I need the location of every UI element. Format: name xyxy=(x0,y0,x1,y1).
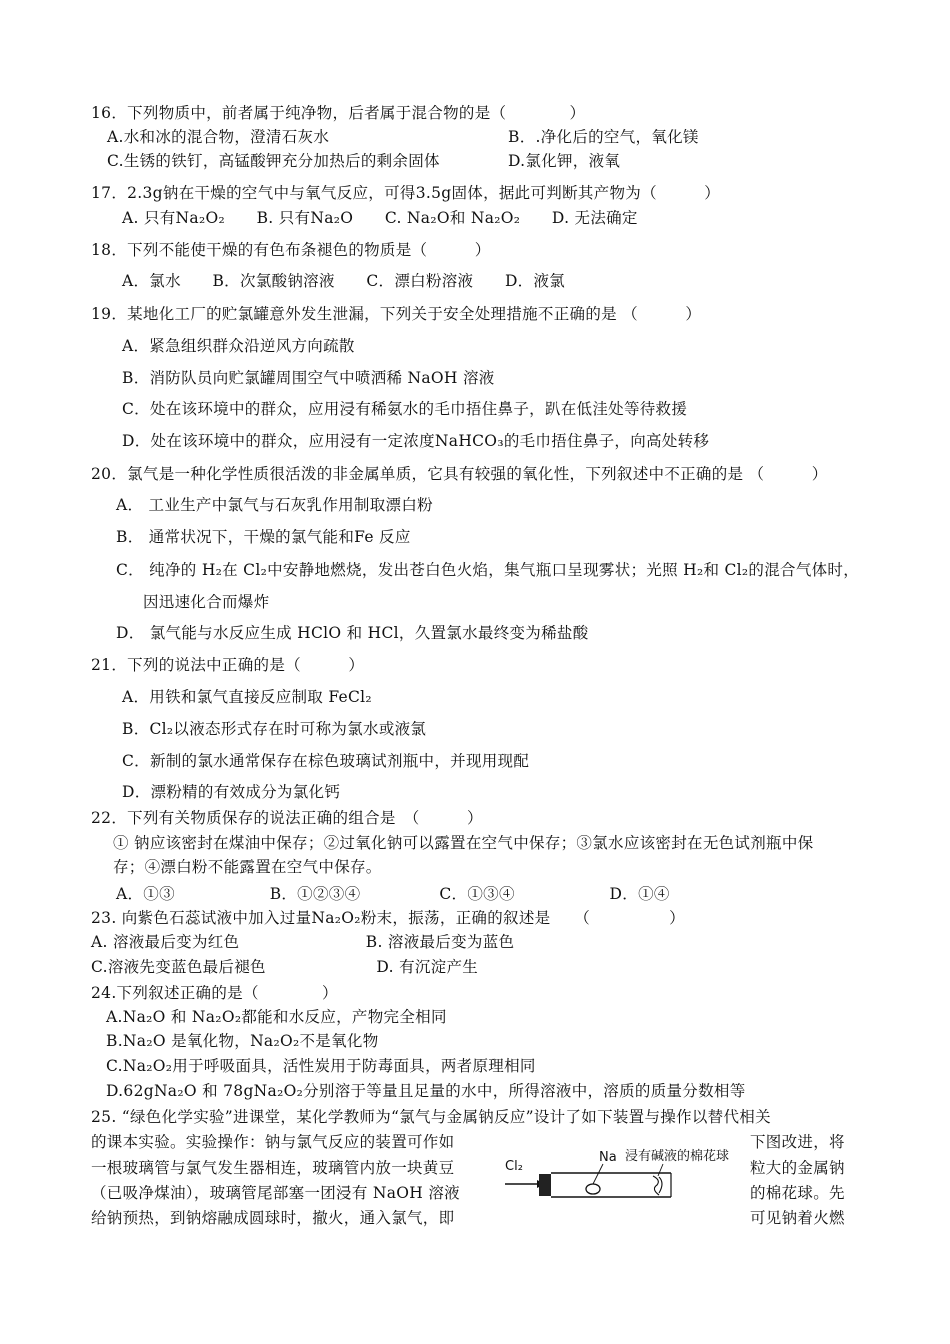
cotton-label: 浸有碱液的棉花球 xyxy=(625,1149,730,1164)
q21-option-a: A．用铁和氯气直接反应制取 FeCl₂ xyxy=(122,688,372,706)
q19-option-c: C．处在该环境中的群众，应用浸有稀氨水的毛巾捂住鼻子，趴在低洼处等待救援 xyxy=(122,400,688,418)
q24-stem: 24.下列叙述正确的是（ ） xyxy=(91,984,338,1002)
stopper xyxy=(539,1174,551,1196)
apparatus-figure xyxy=(503,1144,733,1216)
q18-options: A．氯水 B．次氯酸钠溶液 C．漂白粉溶液 D．液氯 xyxy=(122,272,566,290)
q20-option-a: A． 工业生产中氯气与石灰乳作用制取漂白粉 xyxy=(116,496,433,514)
q16-option-a: A.水和冰的混合物，澄清石灰水 xyxy=(107,128,330,146)
q21-option-c: C．新制的氯水通常保存在棕色玻璃试剂瓶中，并现用现配 xyxy=(122,752,530,770)
q25-right-line3: 的棉花球。先 xyxy=(750,1184,845,1202)
q16-stem: 16．下列物质中，前者属于纯净物，后者属于混合物的是（ ） xyxy=(91,104,586,122)
na-label: Na xyxy=(599,1150,617,1165)
q25-left-line3: （已吸净煤油），玻璃管尾部塞一团浸有 NaOH 溶液 xyxy=(91,1184,460,1202)
cotton-ball xyxy=(653,1176,662,1195)
q22-body-line2: 存；④漂白粉不能露置在空气中保存。 xyxy=(113,858,382,876)
q25-left-line4: 给钠预热，到钠熔融成圆球时，撤火，通入氯气，即 xyxy=(91,1209,455,1227)
q20-option-d: D． 氯气能与水反应生成 HClO 和 HCl，久置氯水最终变为稀盐酸 xyxy=(116,624,589,642)
q25-line1: 25. “绿色化学实验”进课堂，某化学教师为“氯气与金属钠反应”设计了如下装置与操作以替代相关 xyxy=(91,1108,771,1126)
q23-options-cd: C.溶液先变蓝色最后褪色 D. 有沉淀产生 xyxy=(91,958,479,976)
q21-stem: 21．下列的说法中正确的是（ ） xyxy=(91,656,365,674)
q22-stem: 22．下列有关物质保存的说法正确的组合是 （ ） xyxy=(91,809,483,827)
q16-option-b: B．.净化后的空气，氧化镁 xyxy=(508,128,699,146)
cotton-leader-line xyxy=(658,1164,663,1176)
q25-right-line1: 下图改进，将 xyxy=(750,1133,845,1151)
q23-options-ab: A. 溶液最后变为红色 B. 溶液最后变为蓝色 xyxy=(91,933,515,951)
q19-option-b: B．消防队员向贮氯罐周围空气中喷洒稀 NaOH 溶液 xyxy=(122,369,495,387)
q19-stem: 19．某地化工厂的贮氯罐意外发生泄漏，下列关于安全处理措施不正确的是 （ ） xyxy=(91,305,702,323)
q22-body-line1: ① 钠应该密封在煤油中保存；②过氧化钠可以露置在空气中保存；③氯水应该密封在无色试剂瓶中保 xyxy=(113,834,814,852)
q17-options: A. 只有Na₂O₂ B. 只有Na₂O C. Na₂O和 Na₂O₂ D. 无法确定 xyxy=(122,209,638,227)
q25-right-line2: 粒大的金属钠 xyxy=(750,1159,845,1177)
q20-option-b: B． 通常状况下，干燥的氯气能和Fe 反应 xyxy=(116,528,411,546)
q21-option-b: B．Cl₂以液态形式存在时可称为氯水或液氯 xyxy=(122,720,427,738)
q24-option-a: A.Na₂O 和 Na₂O₂都能和水反应，产物完全相同 xyxy=(106,1008,447,1026)
q20-stem: 20．氯气是一种化学性质很活泼的非金属单质，它具有较强的氧化性，下列叙述中不正确的是 （ ） xyxy=(91,465,828,483)
na-leader-line xyxy=(593,1164,603,1184)
apparatus-diagram xyxy=(503,1144,733,1216)
cl2-label: Cl₂ xyxy=(505,1159,523,1174)
q16-option-d: D.氯化钾，液氧 xyxy=(508,152,621,170)
q19-option-a: A．紧急组织群众沿逆风方向疏散 xyxy=(122,337,355,355)
q20-option-c-line1: C． 纯净的 H₂在 Cl₂中安静地燃烧，发出苍白色火焰，集气瓶口呈现雾状；光照 H₂和 Cl₂的混合气体时， xyxy=(116,561,860,579)
q16-option-c: C.生锈的铁钉，高锰酸钾充分加热后的剩余固体 xyxy=(107,152,440,170)
q19-option-d: D．处在该环境中的群众，应用浸有一定浓度NaHCO₃的毛巾捂住鼻子，向高处转移 xyxy=(122,432,710,450)
q25-right-line4: 可见钠着火燃 xyxy=(750,1209,845,1227)
q20-option-c-line2: 因迅速化合而爆炸 xyxy=(143,593,270,611)
q24-option-d: D.62gNa₂O 和 78gNa₂O₂分别溶于等量且足量的水中，所得溶液中，溶质的质量分数相等 xyxy=(106,1082,746,1100)
q22-options: A．①③ B．①②③④ C．①③④ D．①④ xyxy=(116,885,670,903)
q25-left-line1: 的课本实验。实验操作：钠与氯气反应的装置可作如 xyxy=(91,1133,455,1151)
q17-stem: 17．2.3g钠在干燥的空气中与氧气反应，可得3.5g固体，据此可判断其产物为（ ） xyxy=(91,184,721,202)
q24-option-c: C.Na₂O₂用于呼吸面具，活性炭用于防毒面具，两者原理相同 xyxy=(106,1057,536,1075)
q25-left-line2: 一根玻璃管与氯气发生器相连，玻璃管内放一块黄豆 xyxy=(91,1159,455,1177)
sodium-piece xyxy=(586,1184,600,1194)
q18-stem: 18．下列不能使干燥的有色布条褪色的物质是（ ） xyxy=(91,241,491,259)
q21-option-d: D．漂粉精的有效成分为氯化钙 xyxy=(122,783,341,801)
q24-option-b: B.Na₂O 是氧化物，Na₂O₂不是氧化物 xyxy=(106,1032,379,1050)
q23-stem: 23. 向紫色石蕊试液中加入过量Na₂O₂粉末，振荡，正确的叙述是 （ ） xyxy=(91,909,685,927)
